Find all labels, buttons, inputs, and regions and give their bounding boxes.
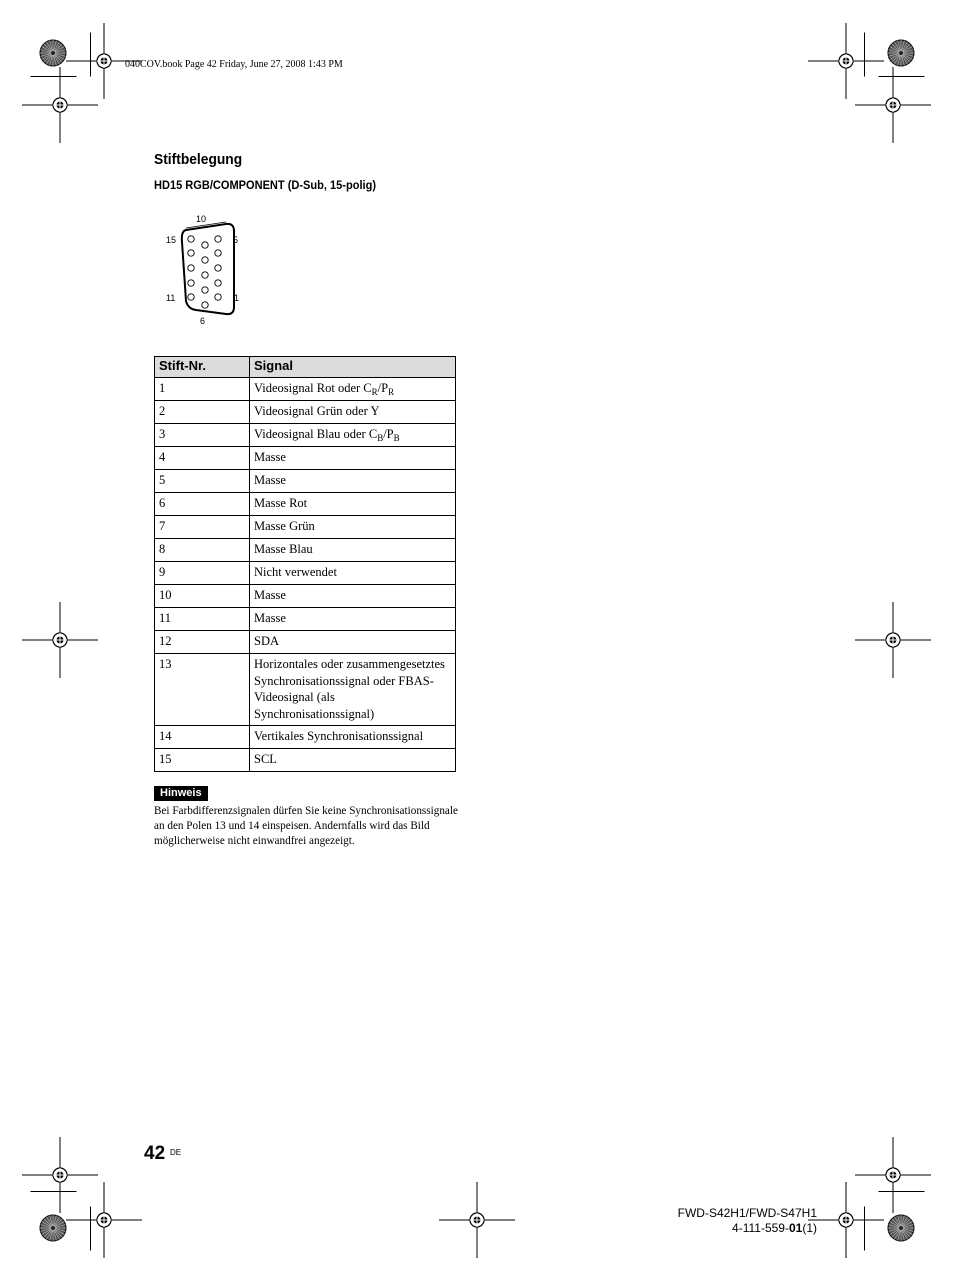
table-row xyxy=(155,401,456,424)
pin-number-cell: 14 xyxy=(155,726,250,749)
pin-number-cell: 3 xyxy=(155,424,250,447)
pin-number-cell: 10 xyxy=(155,585,250,608)
signal-sub2: B xyxy=(393,433,400,443)
crop-line xyxy=(90,1206,92,1251)
crosshair-mark-icon xyxy=(853,600,933,680)
pin-label-10: 10 xyxy=(196,214,207,224)
signal-cell: Videosignal Grün oder Y xyxy=(250,401,456,424)
page-number: 42 xyxy=(144,1143,166,1164)
table-row xyxy=(155,726,456,749)
signal-sub2: R xyxy=(388,387,395,397)
signal-sep: /P xyxy=(383,427,394,441)
pin-label-15: 15 xyxy=(166,235,177,245)
signal-cell: Masse xyxy=(250,470,456,493)
book-info-header: 040COV.book Page 42 Friday, June 27, 2008 1:43 PM xyxy=(125,59,343,70)
crop-line xyxy=(30,76,77,78)
pin-number-cell: 5 xyxy=(155,470,250,493)
pin-number-cell: 1 xyxy=(155,378,250,401)
connector-title: HD15 RGB/COMPONENT (D-Sub, 15-polig) xyxy=(154,178,377,192)
pin-number-cell: 7 xyxy=(155,516,250,539)
signal-cell xyxy=(250,424,456,447)
page-language: DE xyxy=(170,1148,182,1157)
table-row xyxy=(155,562,456,585)
pin-label-5: 5 xyxy=(233,235,239,245)
document-code xyxy=(600,1221,817,1235)
table-row xyxy=(155,447,456,470)
crop-line xyxy=(90,32,92,77)
code-prefix: 4-111-559- xyxy=(732,1221,789,1235)
crop-line xyxy=(878,76,925,78)
pin-number-cell: 11 xyxy=(155,608,250,631)
signal-cell: Masse xyxy=(250,447,456,470)
color-target-icon xyxy=(886,38,916,68)
color-target-icon xyxy=(886,1213,916,1243)
crosshair-mark-icon xyxy=(20,600,100,680)
signal-cell: Masse Blau xyxy=(250,539,456,562)
table-row xyxy=(155,585,456,608)
signal-sub1: B xyxy=(377,433,384,443)
pin-number-cell: 9 xyxy=(155,562,250,585)
crosshair-mark-icon xyxy=(437,1180,517,1260)
signal-cell xyxy=(250,378,456,401)
color-target-icon xyxy=(38,1213,68,1243)
crop-line xyxy=(30,1191,77,1193)
table-row xyxy=(155,608,456,631)
column-header-pin: Stift-Nr. xyxy=(155,357,250,378)
pin-label-1: 1 xyxy=(234,293,240,303)
note-label: Hinweis xyxy=(154,786,208,801)
table-row xyxy=(155,654,456,726)
connector-outline xyxy=(182,224,234,314)
model-number: FWD-S42H1/FWD-S47H1 xyxy=(677,1206,817,1220)
pin-number-cell: 13 xyxy=(155,654,250,726)
table-header-row xyxy=(155,357,456,378)
column-header-signal: Signal xyxy=(250,357,456,378)
signal-signal: Videosignal Blau oder C xyxy=(254,427,378,441)
note-text: Bei Farbdifferenzsignalen dürfen Sie keine Synchronisationssignale an den Polen 13 und 14 einspeisen. Andernfalls wird das Bild möglicherweise nicht einwandfrei angezeigt. xyxy=(154,805,458,847)
signal-cell: SCL xyxy=(250,749,456,772)
code-bold: 01 xyxy=(788,1221,803,1235)
crop-line xyxy=(864,1206,866,1251)
signal-cell: Masse Grün xyxy=(250,516,456,539)
pin-number-cell: 8 xyxy=(155,539,250,562)
code-suffix: (1) xyxy=(802,1221,817,1235)
table-row xyxy=(155,631,456,654)
signal-cell: Masse xyxy=(250,585,456,608)
pin-number-cell: 6 xyxy=(155,493,250,516)
signal-cell: Masse Rot xyxy=(250,493,456,516)
pin-number-cell: 12 xyxy=(155,631,250,654)
table-row xyxy=(155,378,456,401)
pin-number-cell: 4 xyxy=(155,447,250,470)
signal-cell: Nicht verwendet xyxy=(250,562,456,585)
signal-cell: Horizontales oder zusammengesetztes Synchronisationssignal oder FBAS-Videosignal (als Synchronisationssignal) xyxy=(250,654,456,726)
signal-sub1: R xyxy=(371,387,378,397)
signal-sep: /P xyxy=(377,381,389,395)
pin-label-11: 11 xyxy=(166,293,176,303)
pin-holes xyxy=(188,236,221,308)
pin-label-6: 6 xyxy=(200,316,206,326)
signal-cell: Vertikales Synchronisationssignal xyxy=(250,726,456,749)
section-title: Stiftbelegung xyxy=(154,151,243,168)
pin-number-cell: 15 xyxy=(155,749,250,772)
table-row xyxy=(155,749,456,772)
pin-number-cell: 2 xyxy=(155,401,250,424)
crop-line xyxy=(878,1191,925,1193)
signal-cell: Masse xyxy=(250,608,456,631)
crosshair-mark-icon xyxy=(806,1180,886,1260)
table-row xyxy=(155,424,456,447)
table-row xyxy=(155,516,456,539)
signal-signal: Videosignal Rot oder C xyxy=(254,381,372,395)
pin-assignment-table xyxy=(154,356,456,772)
crop-line xyxy=(864,32,866,77)
color-target-icon xyxy=(38,38,68,68)
table-row xyxy=(155,470,456,493)
table-row xyxy=(155,493,456,516)
signal-cell: SDA xyxy=(250,631,456,654)
table-row xyxy=(155,539,456,562)
dsub-connector-diagram xyxy=(160,210,250,330)
